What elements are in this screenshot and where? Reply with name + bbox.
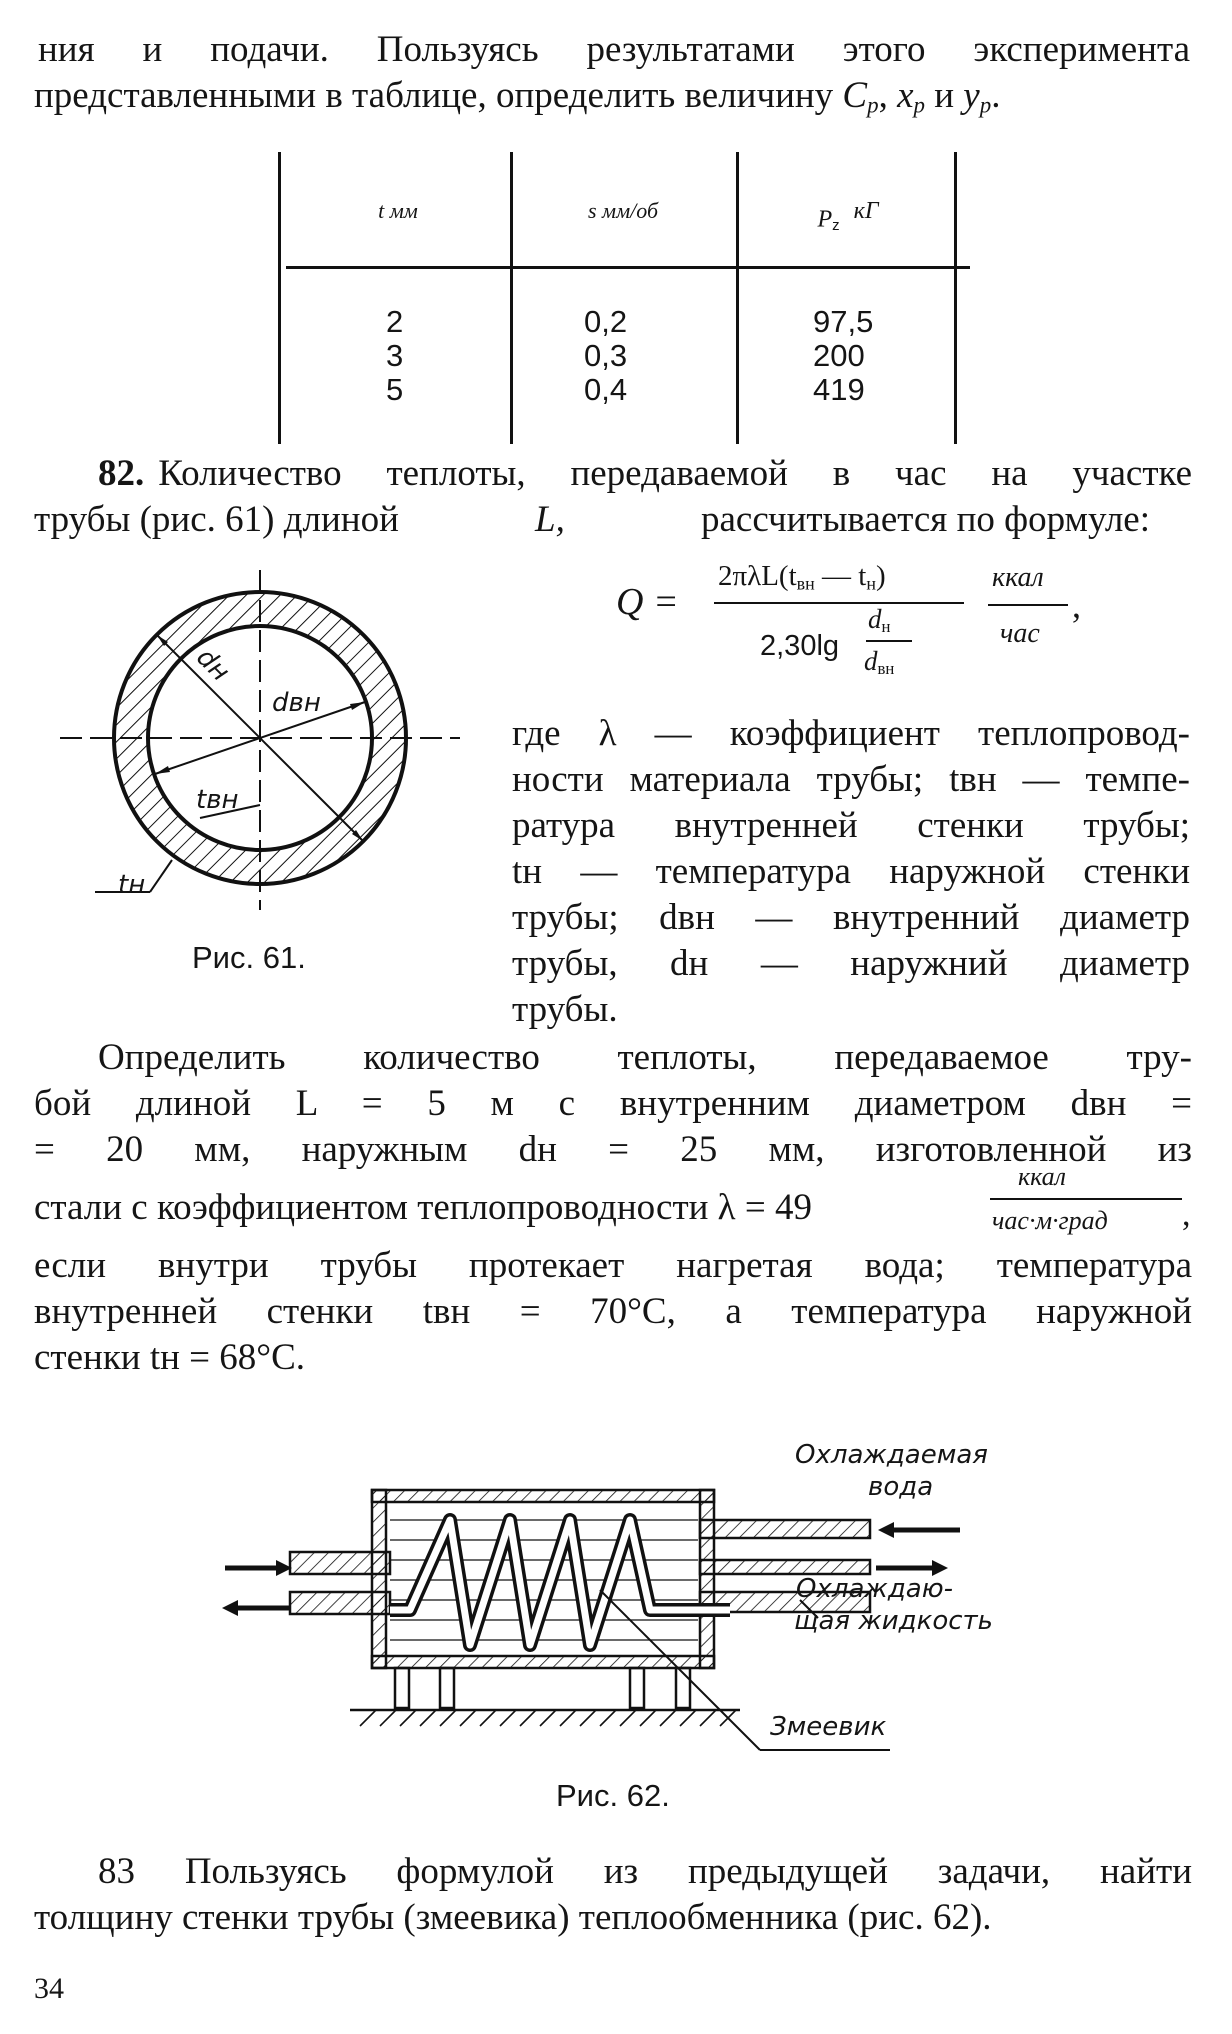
inner-num-sub: н (881, 617, 891, 637)
problem-82-line-2-head: трубы (рис. 61) длиной (34, 499, 399, 540)
pz-sub: z (832, 218, 840, 235)
fig61-label-tn: tн (118, 870, 146, 900)
left-pipe-lower (290, 1592, 390, 1614)
body-line-4: стали с коэффициентом теплопроводности λ = 49 (34, 1187, 812, 1228)
problem-82-number: 82. (98, 453, 145, 494)
page-number: 34 (34, 1972, 64, 2005)
formula-num-sub1: вн (796, 573, 815, 594)
formula-comma: , (1072, 585, 1081, 625)
left-pipe-upper (290, 1552, 390, 1574)
formula-num-sub2: н (866, 573, 876, 594)
vessel-top-wall (372, 1490, 714, 1502)
table-border-right (954, 152, 957, 444)
table-cell-s-1: 0,2 (584, 304, 628, 339)
lambda-unit-den: час·м·град (992, 1206, 1108, 1235)
problem-82-text: Количество теплоты, передаваемой в час на участке (158, 453, 1192, 494)
fig62-label-coolant-2: щая жидкость (794, 1606, 993, 1636)
table-cell-t-2: 3 (386, 338, 404, 373)
heat-formula (610, 560, 1190, 710)
fig61-caption: Рис. 61. (192, 940, 306, 975)
formula-numerator (718, 560, 886, 594)
param-c-letter: C (842, 75, 868, 116)
param-c (842, 75, 878, 116)
where-line-1: где λ — коэффициент теплопровод- (512, 713, 1190, 754)
param-y-sub: р (979, 92, 992, 118)
where-line-2: ности материала трубы; tвн — темпе- (512, 759, 1190, 800)
formula-num-mid: — t (814, 560, 867, 592)
inner-num-d: d (868, 604, 882, 634)
table-cell-p-2: 200 (813, 338, 865, 373)
table-header-rule (286, 266, 970, 269)
cooled-water-arrowhead (878, 1522, 894, 1538)
lambda-unit-num: ккал (1018, 1162, 1067, 1191)
conj-and: и (934, 75, 955, 116)
formula-inner-bar (866, 640, 912, 642)
formula-inner-num (868, 604, 890, 637)
table-divider-2 (736, 152, 739, 444)
pz-unit: кГ (853, 198, 879, 224)
formula-inner-den (864, 646, 894, 679)
right-pipe-upper (700, 1520, 870, 1538)
formula-num-main: 2πλL(t (718, 560, 797, 592)
where-line-4: tн — температура наружной стенки (512, 851, 1190, 892)
fig61-label-dvn: dвн (272, 688, 321, 718)
body-line-3: = 20 мм, наружным dн = 25 мм, изготовленной из (34, 1129, 1192, 1170)
param-c-sub: р (867, 92, 879, 118)
vessel-left-wall (372, 1490, 386, 1668)
lambda-unit-comma: , (1182, 1196, 1191, 1233)
table-header-t: t мм (378, 198, 418, 223)
table-border-left (278, 152, 281, 444)
param-x-sub: р (913, 92, 925, 118)
right-pipe-middle (700, 1560, 870, 1574)
fig61-label-tvn: tвн (196, 785, 239, 815)
data-table (278, 152, 978, 444)
table-cell-s-3: 0,4 (584, 372, 628, 407)
table-cell-t-3: 5 (386, 372, 404, 407)
support-leg-3 (630, 1668, 644, 1708)
body-line-5: если внутри трубы протекает нагретая вода; температура (34, 1245, 1192, 1286)
body-line-2: бой длиной L = 5 м с внутренним диаметром dвн = (34, 1083, 1192, 1124)
support-leg-2 (440, 1668, 454, 1708)
outlet-arrowhead (222, 1600, 238, 1616)
inner-den-d: d (864, 646, 878, 676)
formula-denom-prefix: 2,30lg (760, 630, 840, 662)
pz-letter: P (817, 206, 833, 233)
table-divider-1 (510, 152, 513, 444)
vessel-bottom-wall (372, 1656, 714, 1668)
formula-unit-den: час (1000, 618, 1040, 649)
formula-main-bar (714, 602, 964, 604)
lambda-unit-bar (990, 1198, 1182, 1200)
formula-unit-bar (988, 604, 1068, 606)
body-line-6: внутренней стенки tвн = 70°С, а температура наружной (34, 1291, 1192, 1332)
inner-den-sub: вн (877, 659, 895, 679)
table-cell-s-2: 0,3 (584, 338, 628, 373)
vessel-right-wall (700, 1490, 714, 1668)
fig62-label-coolant-1: Охлаждаю- (796, 1574, 954, 1604)
fig62-label-cooled-2: вода (868, 1472, 934, 1502)
problem-83-line-2: толщину стенки трубы (змеевика) теплообменника (рис. 62). (34, 1897, 992, 1938)
where-line-5: трубы; dвн — внутренний диаметр (512, 897, 1190, 938)
problem-82-var-l: L, (535, 499, 565, 540)
ground-hatching (360, 1710, 736, 1726)
table-cell-t-1: 2 (386, 304, 404, 339)
table-header-s: s мм/об (587, 198, 659, 223)
formula-num-end: ) (875, 560, 886, 592)
body-line-7: стенки tн = 68°С. (34, 1337, 306, 1378)
text-line-2-main: представленными в таблице, определить величину (34, 75, 834, 116)
body-line-1: Определить количество теплоты, передаваемое тру- (98, 1037, 1192, 1078)
param-x-letter: x (897, 75, 914, 116)
where-line-7: трубы. (512, 989, 618, 1030)
formula-lhs: Q = (616, 581, 679, 623)
text-line-2-end: . (991, 75, 1001, 116)
param-x (897, 75, 925, 116)
support-leg-1 (395, 1668, 409, 1708)
where-line-3: ратура внутренней стенки трубы; (512, 805, 1190, 846)
table-cell-p-3: 419 (813, 372, 865, 407)
fig61-label-dn: dн (190, 642, 236, 688)
problem-82-line-1 (98, 452, 1192, 496)
text-line-1: ния и подачи. Пользуясь результатами этого эксперимента (38, 29, 1190, 70)
fig62-label-cooled-1: Охлаждаемая (795, 1440, 988, 1470)
formula-unit-num: ккал (992, 562, 1044, 593)
param-y (963, 75, 991, 116)
table-cell-p-1: 97,5 (813, 304, 874, 339)
fig62-caption: Рис. 62. (556, 1778, 670, 1813)
problem-82-line-2 (34, 498, 1150, 542)
table-header-pz (748, 198, 948, 234)
text-line-2: представленными в таблице, определить величину $C_р$, $x_р$ и $y_р$. (34, 75, 1001, 118)
where-line-6: трубы, dн — наружний диаметр (512, 943, 1190, 984)
fig62-label-coil: Змеевик (770, 1712, 887, 1742)
problem-82-line-2-tail: рассчитывается по формуле: (700, 499, 1150, 540)
param-y-letter: y (963, 75, 980, 116)
problem-83-line-1: 83 Пользуясь формулой из предыдущей задачи, найти (98, 1851, 1192, 1892)
tn-leader-line (150, 860, 172, 892)
